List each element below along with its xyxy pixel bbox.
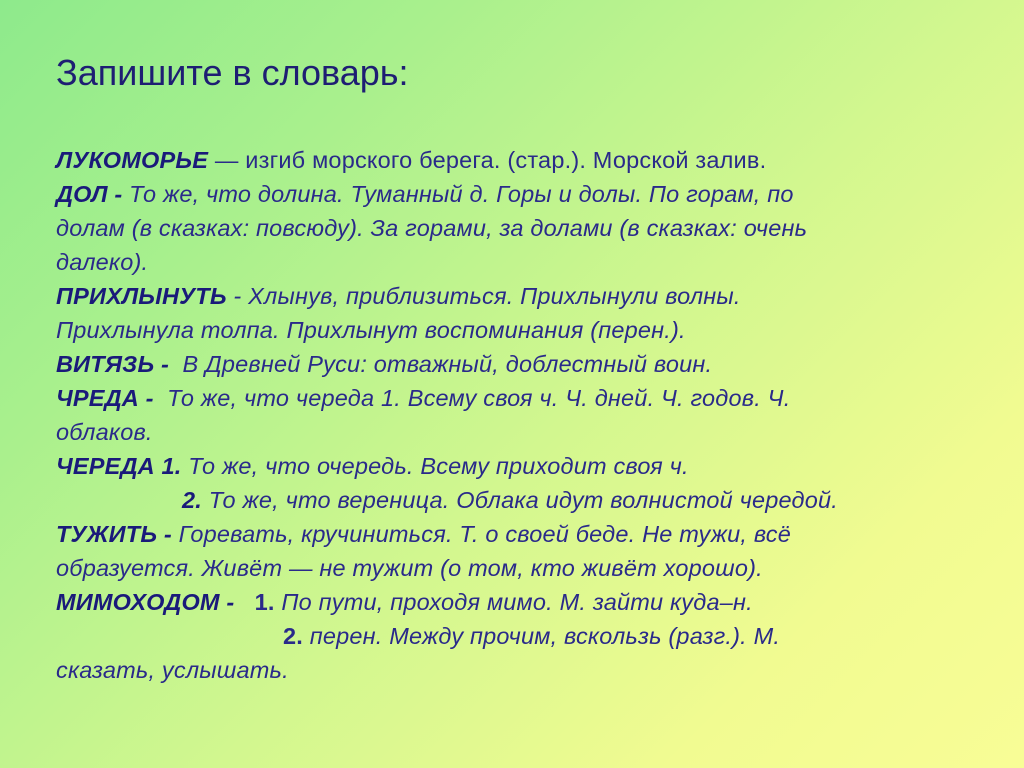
entry-definition-continued: далеко). (56, 249, 149, 275)
entry-mimokhodom (56, 585, 996, 619)
entry-definition: - Хлынув, приблизиться. Прихлынули волны. (226, 283, 741, 309)
entry-definition-continued: долам (в сказках: повсюду). За горами, за долами (в сказках: очень (56, 215, 808, 241)
entry-mimokhodom-sense-2 (56, 619, 996, 653)
dictionary-list (56, 143, 996, 687)
entry-definition: — изгиб морского берега. (стар.). Морской залив. (208, 147, 767, 173)
sense-number: 2. (182, 487, 202, 513)
entry-term: ЛУКОМОРЬЕ (56, 147, 209, 173)
entry-definition-continued: Прихлынула толпа. Прихлынут воспоминания (перен.). (56, 317, 686, 343)
entry-term: ЧРЕДА - (56, 385, 154, 411)
entry-term: ПРИХЛЫНУТЬ (56, 283, 227, 309)
entry-definition-continued: сказать, услышать. (56, 657, 289, 683)
slide-title: Запишите в словарь: (56, 52, 409, 93)
entry-term: ДОЛ - (56, 181, 123, 207)
entry-term: ТУЖИТЬ - (56, 521, 172, 547)
entry-definition: То же, что долина. Туманный д. Горы и долы. По горам, по (122, 181, 794, 207)
entry-definition: По пути, проходя мимо. М. зайти куда–н. (274, 589, 753, 615)
entry-prikhlynut (56, 279, 996, 313)
entry-definition: перен. Между прочим, вскользь (разг.). М. (303, 623, 781, 649)
entry-definition: То же, что вереница. Облака идут волнистой чередой. (202, 487, 838, 513)
entry-definition: То же, что череда 1. Всему своя ч. Ч. дней. Ч. годов. Ч. (153, 385, 791, 411)
entry-dol (56, 177, 996, 211)
entry-definition-continued: образуется. Живёт — не тужит (о том, кто живёт хорошо). (56, 555, 763, 581)
entry-term: ВИТЯЗЬ - (56, 351, 170, 377)
entry-lukomorye (56, 143, 996, 177)
entry-tuzhit (56, 517, 996, 551)
entry-chereda-sense-2 (56, 483, 996, 517)
entry-term: МИМОХОДОМ - (56, 589, 235, 615)
entry-term: ЧЕРЕДА 1. (56, 453, 182, 479)
entry-definition: В Древней Руси: отважный, доблестный воин. (169, 351, 713, 377)
entry-chreda (56, 381, 996, 415)
entry-vityaz (56, 347, 996, 381)
entry-definition: Горевать, кручиниться. Т. о своей беде. Не тужи, всё (171, 521, 792, 547)
entry-definition: То же, что очередь. Всему приходит своя ч. (181, 453, 689, 479)
sense-number: 1. (234, 589, 275, 615)
entry-definition-continued: облаков. (56, 419, 153, 445)
sense-number: 2. (283, 623, 303, 649)
entry-chereda (56, 449, 996, 483)
